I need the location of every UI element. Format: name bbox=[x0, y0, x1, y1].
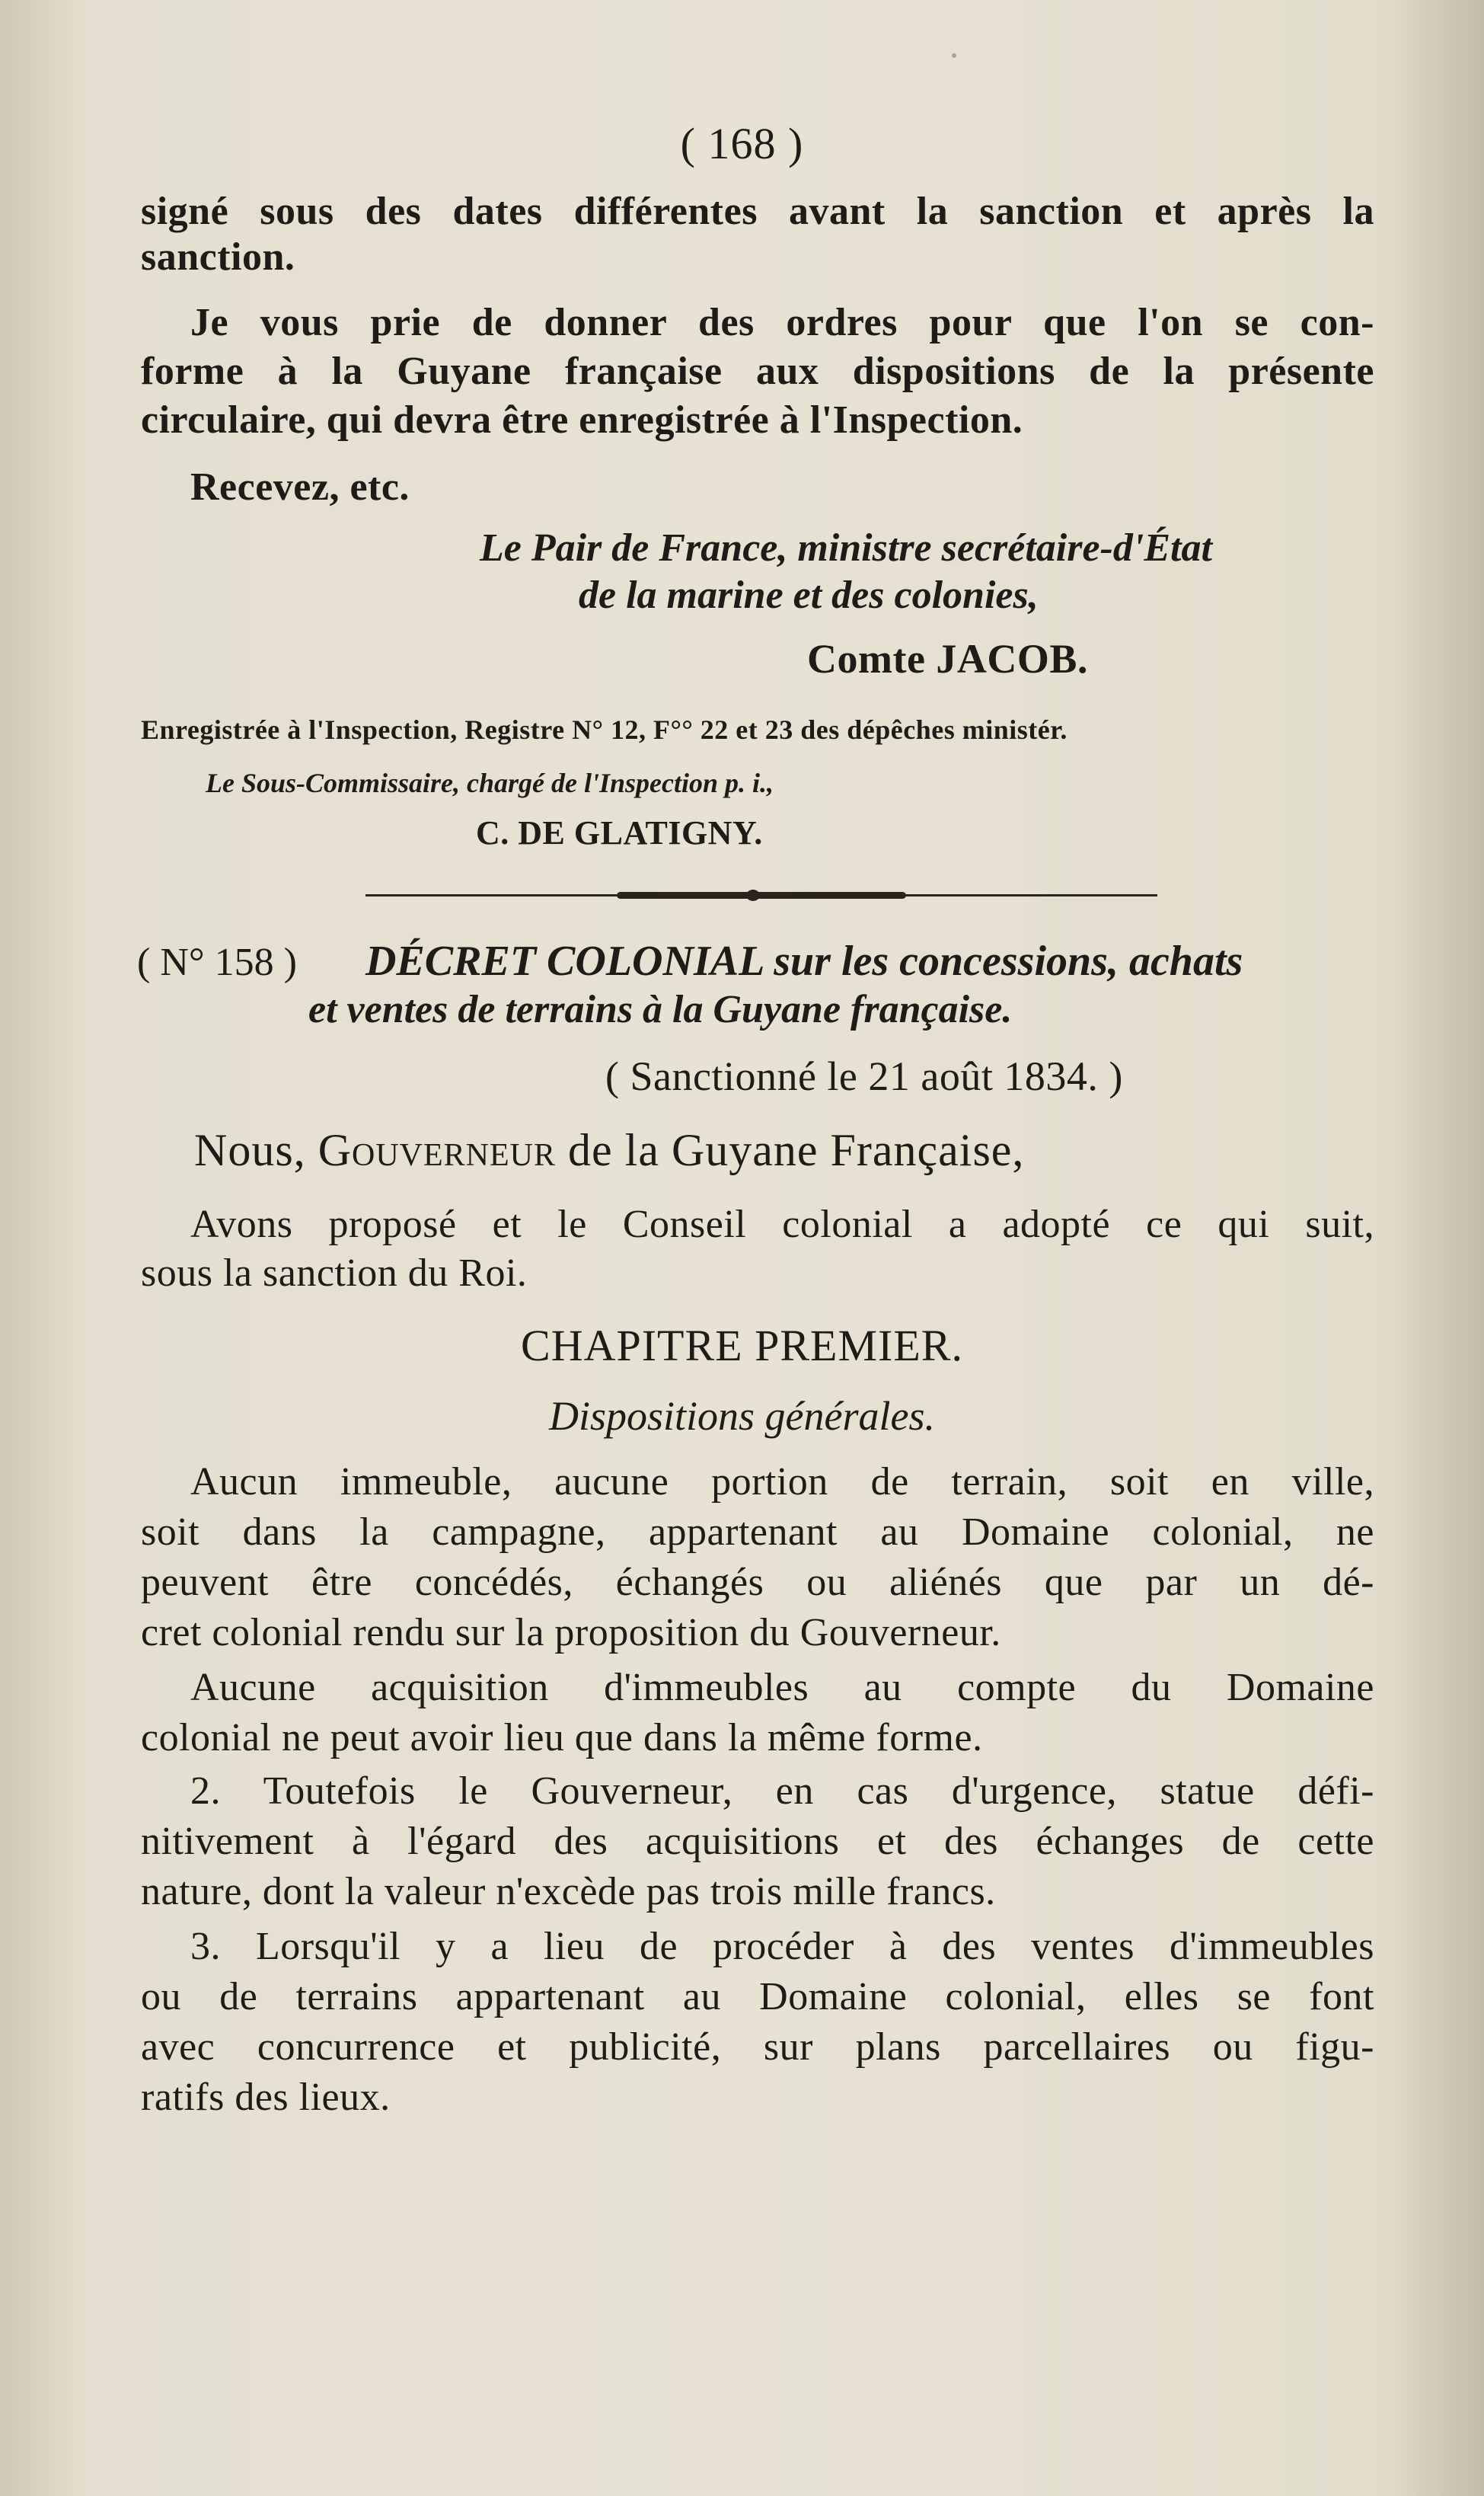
preamble-suffix: de la Guyane Française, bbox=[556, 1125, 1025, 1175]
section-heading: Dispositions générales. bbox=[549, 1393, 935, 1439]
decree-title: et ventes de terrains à la Guyane française. bbox=[308, 988, 1013, 1031]
decree-number: ( N° 158 ) bbox=[137, 941, 297, 984]
text-line: signé sous des dates différentes avant la sanction et après la bbox=[141, 190, 1374, 233]
registration-note: Enregistrée à l'Inspection, Registre N° 12, F°° 22 et 23 des dépêches ministér. bbox=[141, 714, 1068, 745]
decree-title: DÉCRET COLONIAL sur les concessions, achats bbox=[365, 938, 1243, 985]
preamble-prefix: Nous, bbox=[194, 1125, 318, 1175]
text-line: sous la sanction du Roi. bbox=[141, 1251, 528, 1295]
sanction-date: ( Sanctionné le 21 août 1834. ) bbox=[605, 1053, 1123, 1099]
signature-title: Le Pair de France, ministre secrétaire-d'État bbox=[480, 526, 1212, 570]
closing-salutation: Recevez, etc. bbox=[190, 465, 410, 509]
text-line: avec concurrence et publicité, sur plans parcellaires ou figu- bbox=[141, 2025, 1374, 2069]
section-divider bbox=[365, 890, 1157, 900]
text-line: colonial ne peut avoir lieu que dans la même forme. bbox=[141, 1716, 983, 1759]
text-line: nitivement à l'égard des acquisitions et des échanges de cette bbox=[141, 1820, 1374, 1863]
text-line: Aucun immeuble, aucune portion de terrain, soit en ville, bbox=[190, 1460, 1374, 1504]
signature-title: de la marine et des colonies, bbox=[579, 574, 1039, 617]
preamble-title: Gouverneur bbox=[318, 1125, 557, 1175]
ink-smudge bbox=[952, 53, 956, 58]
text-line: forme à la Guyane française aux dispositions de la présente bbox=[141, 350, 1374, 393]
sub-commissioner-line: Le Sous-Commissaire, chargé de l'Inspection p. i., bbox=[206, 768, 774, 798]
decree-preamble bbox=[194, 1127, 1024, 1173]
text-line: Je vous prie de donner des ordres pour que l'on se con- bbox=[190, 301, 1374, 344]
text-line: circulaire, qui devra être enregistrée à l'Inspection. bbox=[141, 398, 1023, 442]
signature-name: Comte JACOB. bbox=[807, 636, 1088, 682]
text-line: sanction. bbox=[141, 235, 295, 279]
text-line: Aucune acquisition d'immeubles au compte du Domaine bbox=[190, 1666, 1374, 1709]
page-number: ( 168 ) bbox=[680, 119, 804, 168]
chapter-heading: CHAPITRE PREMIER. bbox=[521, 1321, 963, 1370]
signature-name: C. DE GLATIGNY. bbox=[476, 814, 763, 852]
text-line: peuvent être concédés, échangés ou aliénés que par un dé- bbox=[141, 1561, 1374, 1604]
page-edge-shadow bbox=[1393, 0, 1484, 2496]
text-line: 2. Toutefois le Gouverneur, en cas d'urgence, statue défi- bbox=[190, 1769, 1374, 1813]
text-line: nature, dont la valeur n'excède pas trois mille francs. bbox=[141, 1870, 996, 1913]
text-line: ou de terrains appartenant au Domaine colonial, elles se font bbox=[141, 1975, 1374, 2018]
text-line: Avons proposé et le Conseil colonial a adopté ce qui suit, bbox=[190, 1203, 1374, 1246]
text-line: ratifs des lieux. bbox=[141, 2076, 391, 2119]
text-line: 3. Lorsqu'il y a lieu de procéder à des ventes d'immeubles bbox=[190, 1925, 1374, 1968]
text-line: soit dans la campagne, appartenant au Domaine colonial, ne bbox=[141, 1510, 1374, 1554]
text-line: cret colonial rendu sur la proposition du Gouverneur. bbox=[141, 1611, 1001, 1654]
